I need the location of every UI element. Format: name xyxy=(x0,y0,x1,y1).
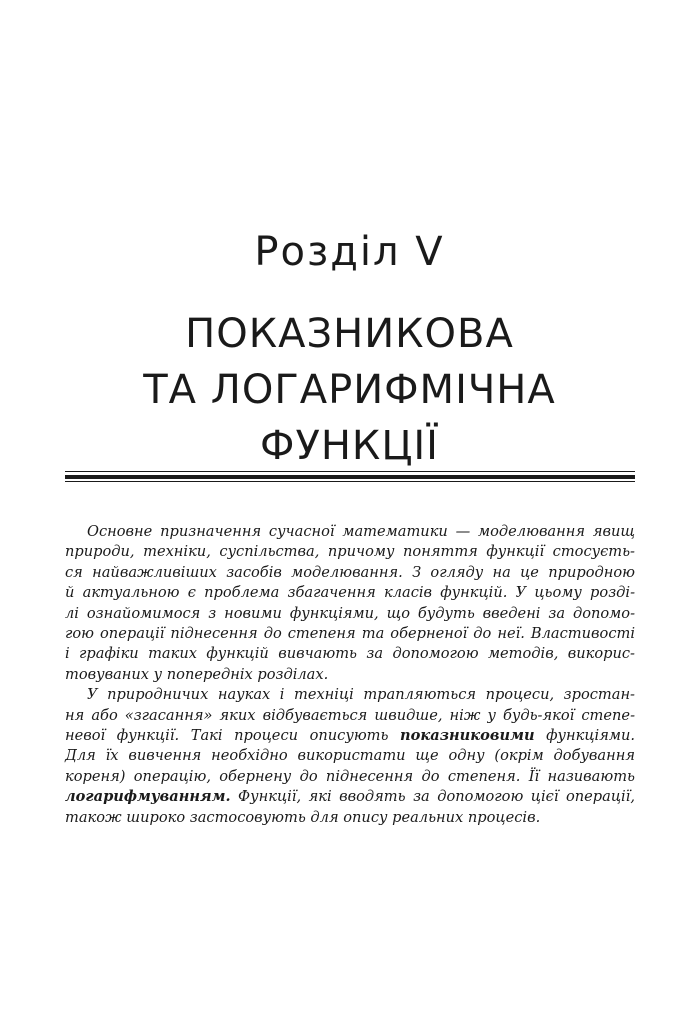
title-divider xyxy=(65,471,635,483)
text-line: ня або «згасання» яких відбувається швидше, ніж у будь-якої степе- xyxy=(65,706,635,724)
text-line: й актуальною є проблема збагачення класів функцій. У цьому розді- xyxy=(65,584,635,602)
text-line: і графіки таких функцій вивчають за допомогою методів, викорис- xyxy=(65,645,635,663)
text-line xyxy=(65,787,635,807)
text-line: також широко застосовують для опису реальних процесів. xyxy=(65,808,541,826)
chapter-title-line: ФУНКЦІЇ xyxy=(260,423,439,469)
bold-term-logarithm: логарифмуванням. xyxy=(65,788,231,806)
text-line: кореня) операцію, обернену до піднесення до степеня. Її називають xyxy=(65,767,635,785)
paragraph-1 xyxy=(65,522,635,685)
paragraph-2 xyxy=(65,685,635,828)
text-line: лі ознайомимося з новими функціями, що будуть введені за допомо- xyxy=(65,604,635,622)
text-line: У природничих науках і техніці трапляються процеси, зростан- xyxy=(87,686,635,704)
chapter-title-line: ТА ЛОГАРИФМІЧНА xyxy=(143,367,556,413)
divider-thin-bottom xyxy=(65,481,635,482)
text-line xyxy=(65,726,635,746)
text-line: ся найважливіших засобів моделювання. З огляду на це природною xyxy=(65,563,635,581)
intro-text xyxy=(65,522,635,828)
divider-thin-top xyxy=(65,471,635,472)
text-run: Функції, які вводять за допомогою цієї операції, xyxy=(230,788,635,806)
chapter-title-line: ПОКАЗНИКОВА xyxy=(185,311,514,357)
text-line: товуваних у попередніх розділах. xyxy=(65,665,329,683)
text-line: гою операції піднесення до степеня та оберненої до неї. Властивості xyxy=(65,625,635,643)
text-run: функціями. xyxy=(534,727,636,745)
text-line: Для їх вивчення необхідно використати ще одну (окрім добування xyxy=(65,747,635,765)
divider-thick xyxy=(65,475,635,479)
text-run: невої функції. Такі процеси описують xyxy=(65,727,401,745)
text-line: Основне призначення сучасної математики — моделювання явищ xyxy=(87,523,635,540)
bold-term-exponential: показниковими xyxy=(400,727,535,745)
chapter-label: Розділ V xyxy=(254,229,445,275)
text-line: природи, техніки, суспільства, причому поняття функції стосуєть- xyxy=(65,543,635,561)
chapter-title xyxy=(0,306,699,474)
